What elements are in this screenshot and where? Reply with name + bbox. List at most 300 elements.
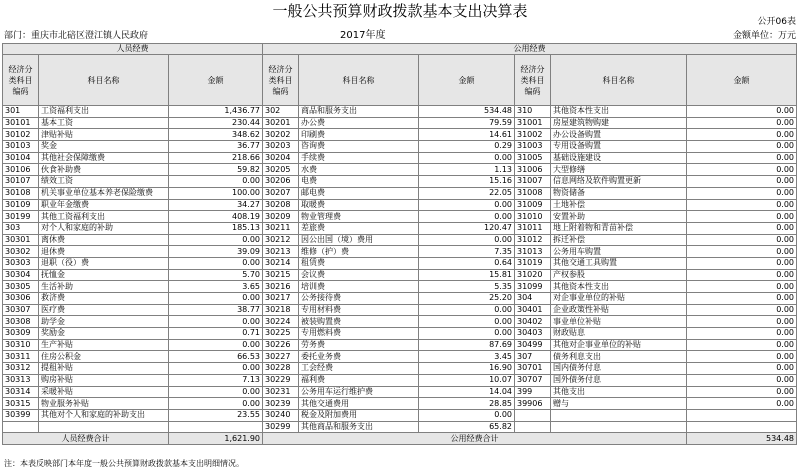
amount-cell: 185.13	[169, 222, 263, 234]
code-cell: 30225	[263, 328, 299, 340]
amount-cell: 7.13	[169, 374, 263, 386]
name-cell: 其他商品和服务支出	[299, 421, 419, 433]
code-cell: 303	[3, 222, 39, 234]
amount-cell: 0.00	[169, 316, 263, 328]
amount-cell: 0.00	[687, 269, 797, 281]
form-code: 公开06表	[757, 17, 796, 27]
amount-cell: 0.00	[687, 339, 797, 351]
amount-cell: 14.04	[419, 386, 515, 398]
code-cell: 31003	[515, 141, 551, 153]
amount-cell: 16.90	[419, 363, 515, 375]
amount-cell: 408.19	[169, 211, 263, 223]
name-cell	[551, 409, 687, 421]
group-public-header: 公用经费	[263, 44, 797, 55]
name-cell: 其他交通工具购置	[551, 257, 687, 269]
amount-cell: 0.00	[687, 374, 797, 386]
amount-cell: 34.27	[169, 199, 263, 211]
table-row	[3, 281, 797, 293]
amount-cell: 0.00	[169, 398, 263, 410]
amount-cell: 0.00	[419, 328, 515, 340]
amount-cell: 0.00	[687, 328, 797, 340]
name-header: 科目名称	[39, 55, 169, 106]
name-cell: 债务利息支出	[551, 351, 687, 363]
amount-cell: 0.00	[419, 409, 515, 421]
code-cell: 31012	[515, 234, 551, 246]
amount-cell: 5.70	[169, 269, 263, 281]
code-cell: 30402	[515, 316, 551, 328]
name-cell: 会议费	[299, 269, 419, 281]
table-row	[3, 269, 797, 281]
name-cell: 手续费	[299, 152, 419, 164]
code-cell: 30311	[3, 351, 39, 363]
amount-cell: 0.00	[687, 211, 797, 223]
amount-cell: 0.00	[687, 281, 797, 293]
code-cell: 31020	[515, 269, 551, 281]
amount-cell: 218.66	[169, 152, 263, 164]
code-cell: 30240	[263, 409, 299, 421]
name-cell: 委托业务费	[299, 351, 419, 363]
name-cell: 提租补贴	[39, 363, 169, 375]
code-cell: 30231	[263, 386, 299, 398]
amount-cell: 0.00	[687, 386, 797, 398]
name-cell: 商品和服务支出	[299, 106, 419, 118]
amount-cell: 0.00	[687, 398, 797, 410]
amount-cell: 0.00	[687, 257, 797, 269]
amount-header: 金额	[419, 55, 515, 106]
amount-cell: 534.48	[419, 106, 515, 118]
code-cell: 39906	[515, 398, 551, 410]
name-cell: 土地补偿	[551, 199, 687, 211]
code-cell: 30108	[3, 187, 39, 199]
table-row	[3, 141, 797, 153]
code-cell: 30306	[3, 293, 39, 305]
amount-cell	[687, 409, 797, 421]
amount-cell: 79.59	[419, 117, 515, 129]
amount-cell: 0.00	[687, 141, 797, 153]
name-cell	[551, 421, 687, 433]
name-cell: 被装购置费	[299, 316, 419, 328]
amount-cell: 0.00	[687, 316, 797, 328]
code-cell: 30213	[263, 246, 299, 258]
amount-cell: 87.69	[419, 339, 515, 351]
amount-cell: 100.00	[169, 187, 263, 199]
code-cell: 301	[3, 106, 39, 118]
amount-cell: 230.44	[169, 117, 263, 129]
code-cell: 30104	[3, 152, 39, 164]
code-header: 经济分类科目编码	[3, 55, 39, 106]
table-row	[3, 187, 797, 199]
amount-cell: 0.00	[687, 129, 797, 141]
code-cell: 30313	[3, 374, 39, 386]
table-row	[3, 199, 797, 211]
name-cell: 国内债务付息	[551, 363, 687, 375]
name-cell: 水费	[299, 164, 419, 176]
amount-cell: 0.00	[687, 152, 797, 164]
table-row	[3, 363, 797, 375]
table-row	[3, 234, 797, 246]
code-cell: 307	[515, 351, 551, 363]
amount-cell: 348.62	[169, 129, 263, 141]
amount-cell: 3.45	[419, 351, 515, 363]
public-total-value: 534.48	[687, 433, 797, 445]
amount-cell: 22.05	[419, 187, 515, 199]
department-label: 部门：重庆市北碚区澄江镇人民政府	[4, 31, 149, 41]
code-cell: 31007	[515, 176, 551, 188]
name-cell: 绩效工资	[39, 176, 169, 188]
amount-cell: 0.64	[419, 257, 515, 269]
table-row	[3, 409, 797, 421]
table-row	[3, 328, 797, 340]
name-cell: 基本工资	[39, 117, 169, 129]
code-cell: 30215	[263, 269, 299, 281]
name-cell: 办公设备购置	[551, 129, 687, 141]
code-cell: 31099	[515, 281, 551, 293]
name-cell: 企业政策性补贴	[551, 304, 687, 316]
table-row	[3, 316, 797, 328]
code-cell: 30403	[515, 328, 551, 340]
amount-cell: 0.00	[169, 176, 263, 188]
amount-cell: 0.00	[687, 199, 797, 211]
amount-cell: 25.20	[419, 293, 515, 305]
code-cell: 30303	[3, 257, 39, 269]
code-cell: 30226	[263, 339, 299, 351]
name-cell: 办公费	[299, 117, 419, 129]
name-cell: 采暖补贴	[39, 386, 169, 398]
table-row	[3, 117, 797, 129]
name-cell: 安置补助	[551, 211, 687, 223]
name-cell	[39, 421, 169, 433]
name-cell: 退职（役）费	[39, 257, 169, 269]
amount-cell: 120.47	[419, 222, 515, 234]
table-row	[3, 257, 797, 269]
code-cell: 304	[515, 293, 551, 305]
name-cell: 购房补贴	[39, 374, 169, 386]
amount-cell: 5.35	[419, 281, 515, 293]
name-cell: 专用材料费	[299, 304, 419, 316]
name-cell: 离休费	[39, 234, 169, 246]
amount-cell: 0.00	[687, 176, 797, 188]
name-cell: 伙食补助费	[39, 164, 169, 176]
name-cell: 地上附着物和青苗补偿	[551, 222, 687, 234]
name-cell: 培训费	[299, 281, 419, 293]
name-cell: 救济费	[39, 293, 169, 305]
code-cell	[3, 421, 39, 433]
name-cell: 工资福利支出	[39, 106, 169, 118]
table-row	[3, 386, 797, 398]
name-cell: 物业管理费	[299, 211, 419, 223]
code-cell: 30217	[263, 293, 299, 305]
public-total-label: 公用经费合计	[263, 433, 687, 445]
name-cell: 大型修缮	[551, 164, 687, 176]
name-cell: 专用燃料费	[299, 328, 419, 340]
name-header: 科目名称	[299, 55, 419, 106]
code-cell: 30203	[263, 141, 299, 153]
code-cell: 30239	[263, 398, 299, 410]
amount-header: 金额	[687, 55, 797, 106]
amount-cell: 0.00	[687, 234, 797, 246]
name-cell: 财政贴息	[551, 328, 687, 340]
name-cell: 助学金	[39, 316, 169, 328]
name-cell: 其他对企事业单位的补贴	[551, 339, 687, 351]
code-cell: 30201	[263, 117, 299, 129]
code-cell: 30304	[3, 269, 39, 281]
amount-cell	[687, 421, 797, 433]
code-cell: 30101	[3, 117, 39, 129]
name-cell: 印刷费	[299, 129, 419, 141]
code-cell: 30102	[3, 129, 39, 141]
code-cell: 30314	[3, 386, 39, 398]
code-cell: 30218	[263, 304, 299, 316]
code-cell: 30109	[3, 199, 39, 211]
code-cell: 31005	[515, 152, 551, 164]
code-cell: 30199	[3, 211, 39, 223]
table-row	[3, 421, 797, 433]
code-header: 经济分类科目编码	[263, 55, 299, 106]
name-cell: 劳务费	[299, 339, 419, 351]
name-cell: 生产补贴	[39, 339, 169, 351]
code-cell: 30229	[263, 374, 299, 386]
code-cell: 30399	[3, 409, 39, 421]
code-cell: 30312	[3, 363, 39, 375]
code-cell	[515, 409, 551, 421]
amount-cell: 0.00	[419, 199, 515, 211]
amount-cell: 0.00	[169, 257, 263, 269]
code-cell: 30401	[515, 304, 551, 316]
name-cell: 福利费	[299, 374, 419, 386]
table-row	[3, 304, 797, 316]
name-cell: 生活补助	[39, 281, 169, 293]
amount-cell: 0.00	[169, 339, 263, 351]
amount-cell: 0.00	[169, 293, 263, 305]
code-cell: 30302	[3, 246, 39, 258]
name-cell: 退休费	[39, 246, 169, 258]
table-body	[3, 106, 797, 433]
code-cell: 30103	[3, 141, 39, 153]
amount-cell: 7.35	[419, 246, 515, 258]
amount-cell: 65.82	[419, 421, 515, 433]
code-cell: 30208	[263, 199, 299, 211]
name-cell: 对个人和家庭的补助	[39, 222, 169, 234]
amount-cell: 15.16	[419, 176, 515, 188]
code-cell: 30214	[263, 257, 299, 269]
code-cell: 30310	[3, 339, 39, 351]
code-cell: 30224	[263, 316, 299, 328]
name-cell: 差旅费	[299, 222, 419, 234]
name-cell: 因公出国（境）费用	[299, 234, 419, 246]
code-cell: 30707	[515, 374, 551, 386]
name-cell: 机关事业单位基本养老保险缴费	[39, 187, 169, 199]
code-cell: 30204	[263, 152, 299, 164]
name-cell: 工会经费	[299, 363, 419, 375]
table-row	[3, 293, 797, 305]
name-cell: 房屋建筑物购建	[551, 117, 687, 129]
name-cell: 抚恤金	[39, 269, 169, 281]
name-cell: 国外债务付息	[551, 374, 687, 386]
code-cell: 31011	[515, 222, 551, 234]
amount-cell: 23.55	[169, 409, 263, 421]
code-cell: 31013	[515, 246, 551, 258]
table-row	[3, 222, 797, 234]
amount-cell: 0.00	[419, 316, 515, 328]
name-cell: 对企事业单位的补贴	[551, 293, 687, 305]
code-cell: 310	[515, 106, 551, 118]
table-row	[3, 374, 797, 386]
name-cell: 物资储备	[551, 187, 687, 199]
code-cell: 30228	[263, 363, 299, 375]
code-cell: 31019	[515, 257, 551, 269]
amount-cell: 0.00	[419, 234, 515, 246]
code-cell: 30301	[3, 234, 39, 246]
code-cell: 31001	[515, 117, 551, 129]
name-cell: 奖金	[39, 141, 169, 153]
amount-cell: 0.00	[687, 363, 797, 375]
amount-cell: 0.00	[687, 222, 797, 234]
name-cell: 其他交通费用	[299, 398, 419, 410]
name-cell: 津贴补贴	[39, 129, 169, 141]
name-cell: 其他资本性支出	[551, 106, 687, 118]
report-year: 2017年度	[340, 30, 386, 41]
name-cell: 税金及附加费用	[299, 409, 419, 421]
amount-cell: 0.00	[687, 304, 797, 316]
expenditure-table	[2, 43, 797, 445]
amount-cell: 0.00	[169, 386, 263, 398]
code-cell: 30299	[263, 421, 299, 433]
amount-unit: 金额单位：万元	[732, 31, 796, 41]
name-cell: 其他资本性支出	[551, 281, 687, 293]
amount-cell: 0.71	[169, 328, 263, 340]
name-cell: 其他社会保障缴费	[39, 152, 169, 164]
table-row	[3, 164, 797, 176]
name-cell: 住房公积金	[39, 351, 169, 363]
code-cell: 30211	[263, 222, 299, 234]
code-cell: 30106	[3, 164, 39, 176]
name-cell: 其他支出	[551, 386, 687, 398]
amount-cell: 0.29	[419, 141, 515, 153]
code-cell: 30701	[515, 363, 551, 375]
name-cell: 专用设备购置	[551, 141, 687, 153]
code-cell: 30205	[263, 164, 299, 176]
table-row	[3, 152, 797, 164]
amount-cell: 0.00	[419, 152, 515, 164]
name-cell: 赠与	[551, 398, 687, 410]
name-cell: 拆迁补偿	[551, 234, 687, 246]
code-cell: 399	[515, 386, 551, 398]
amount-cell: 0.00	[687, 187, 797, 199]
amount-cell: 28.85	[419, 398, 515, 410]
amount-cell: 0.00	[687, 351, 797, 363]
table-row	[3, 339, 797, 351]
name-cell: 信息网络及软件购置更新	[551, 176, 687, 188]
name-cell: 公务用车运行维护费	[299, 386, 419, 398]
amount-cell: 1,436.77	[169, 106, 263, 118]
name-cell: 公务接待费	[299, 293, 419, 305]
footnote: 注：本表反映部门本年度一般公共预算财政拨款基本支出明细情况。	[4, 459, 244, 468]
amount-cell: 0.00	[169, 363, 263, 375]
amount-cell: 3.65	[169, 281, 263, 293]
amount-cell: 39.09	[169, 246, 263, 258]
name-cell: 公务用车购置	[551, 246, 687, 258]
code-cell: 30107	[3, 176, 39, 188]
name-cell: 职业年金缴费	[39, 199, 169, 211]
name-cell: 咨询费	[299, 141, 419, 153]
code-cell: 31006	[515, 164, 551, 176]
code-cell	[515, 421, 551, 433]
table-row	[3, 246, 797, 258]
amount-cell: 38.77	[169, 304, 263, 316]
code-cell: 30307	[3, 304, 39, 316]
table-row	[3, 398, 797, 410]
name-cell: 物业服务补贴	[39, 398, 169, 410]
code-cell: 31008	[515, 187, 551, 199]
amount-cell: 10.07	[419, 374, 515, 386]
totals-row	[3, 433, 797, 445]
name-cell: 医疗费	[39, 304, 169, 316]
name-cell: 邮电费	[299, 187, 419, 199]
table-row	[3, 129, 797, 141]
code-cell: 30227	[263, 351, 299, 363]
code-cell: 30499	[515, 339, 551, 351]
code-cell: 30315	[3, 398, 39, 410]
table-row	[3, 176, 797, 188]
amount-cell	[169, 421, 263, 433]
table-row	[3, 211, 797, 223]
name-cell: 事业单位补贴	[551, 316, 687, 328]
table-row	[3, 106, 797, 118]
personnel-total-value: 1,621.90	[169, 433, 263, 445]
amount-cell: 0.00	[419, 211, 515, 223]
amount-cell: 0.00	[687, 246, 797, 258]
name-cell: 奖励金	[39, 328, 169, 340]
amount-cell: 14.61	[419, 129, 515, 141]
code-cell: 30309	[3, 328, 39, 340]
personnel-total-label: 人员经费合计	[3, 433, 169, 445]
code-cell: 302	[263, 106, 299, 118]
amount-cell: 0.00	[687, 117, 797, 129]
code-cell: 30308	[3, 316, 39, 328]
amount-cell: 0.00	[169, 234, 263, 246]
amount-cell: 59.82	[169, 164, 263, 176]
code-cell: 30216	[263, 281, 299, 293]
code-cell: 31009	[515, 199, 551, 211]
code-cell: 30305	[3, 281, 39, 293]
amount-header: 金额	[169, 55, 263, 106]
name-cell: 维修（护）费	[299, 246, 419, 258]
amount-cell: 0.00	[687, 293, 797, 305]
amount-cell: 0.00	[687, 164, 797, 176]
name-cell: 其他工资福利支出	[39, 211, 169, 223]
amount-cell: 15.81	[419, 269, 515, 281]
amount-cell: 0.00	[687, 106, 797, 118]
name-cell: 电费	[299, 176, 419, 188]
amount-cell: 66.53	[169, 351, 263, 363]
table-row	[3, 351, 797, 363]
code-cell: 30206	[263, 176, 299, 188]
code-cell: 31010	[515, 211, 551, 223]
report-title: 一般公共预算财政拨款基本支出决算表	[272, 2, 528, 20]
amount-cell: 0.00	[419, 304, 515, 316]
amount-cell: 36.77	[169, 141, 263, 153]
code-cell: 31002	[515, 129, 551, 141]
name-cell: 其他对个人和家庭的补助支出	[39, 409, 169, 421]
name-cell: 取暖费	[299, 199, 419, 211]
name-header: 科目名称	[551, 55, 687, 106]
code-cell: 30212	[263, 234, 299, 246]
code-cell: 30207	[263, 187, 299, 199]
amount-cell: 1.13	[419, 164, 515, 176]
name-cell: 基础设施建设	[551, 152, 687, 164]
name-cell: 产权参股	[551, 269, 687, 281]
group-personnel-header: 人员经费	[3, 44, 263, 55]
